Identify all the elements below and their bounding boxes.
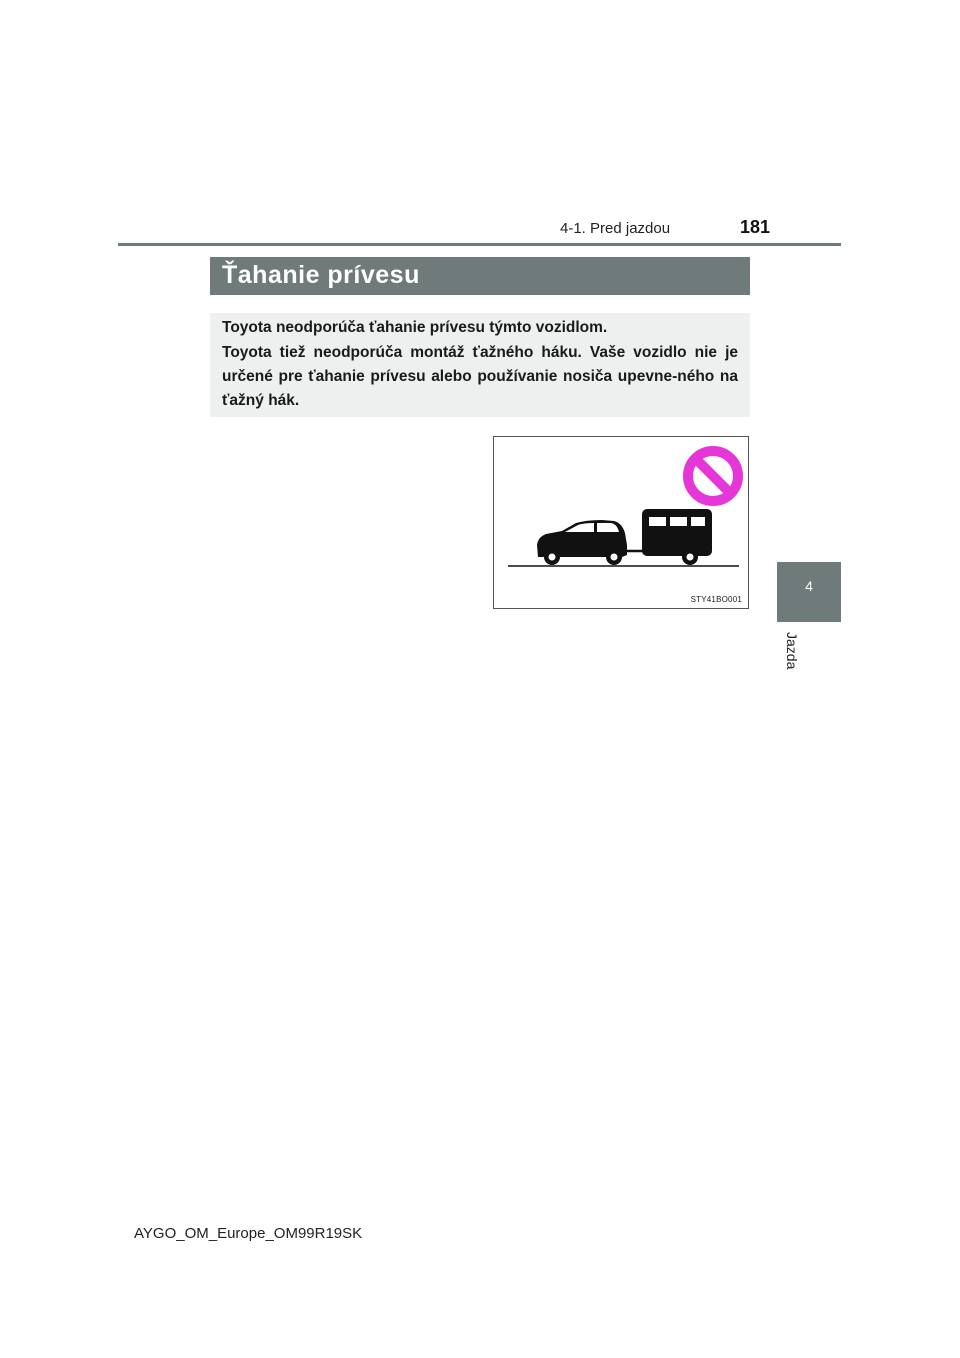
chapter-label: Jazda [784,632,800,670]
section-title: Ťahanie prívesu [222,261,420,289]
header-rule [118,243,841,246]
intro-box [210,313,750,417]
section-header: 4-1. Pred jazdou [560,220,671,237]
chapter-number: 4 [805,578,813,594]
document-footer: AYGO_OM_Europe_OM99R19SK [134,1225,363,1242]
figure-code: STY41BO001 [690,595,742,604]
chapter-tab [777,562,841,622]
intro-paragraph-1: Toyota neodporúča ťahanie prívesu týmto vozidlom. [222,319,608,336]
towing-illustration [494,437,748,608]
page-number: 181 [740,217,771,237]
intro-paragraph-2: Toyota tiež neodporúča montáž ťažného háku. Vaše vozidlo nie je určené pre ťahanie prívesu alebo používanie nosiča upevne-ného na ťažný hák. [222,344,738,409]
towing-prohibited-figure [493,436,749,609]
section-title-bar [210,257,750,295]
chapter-label-wrapper [782,632,806,692]
trailer-icon [642,509,712,565]
car-icon [537,520,627,565]
prohibition-icon [688,451,738,501]
